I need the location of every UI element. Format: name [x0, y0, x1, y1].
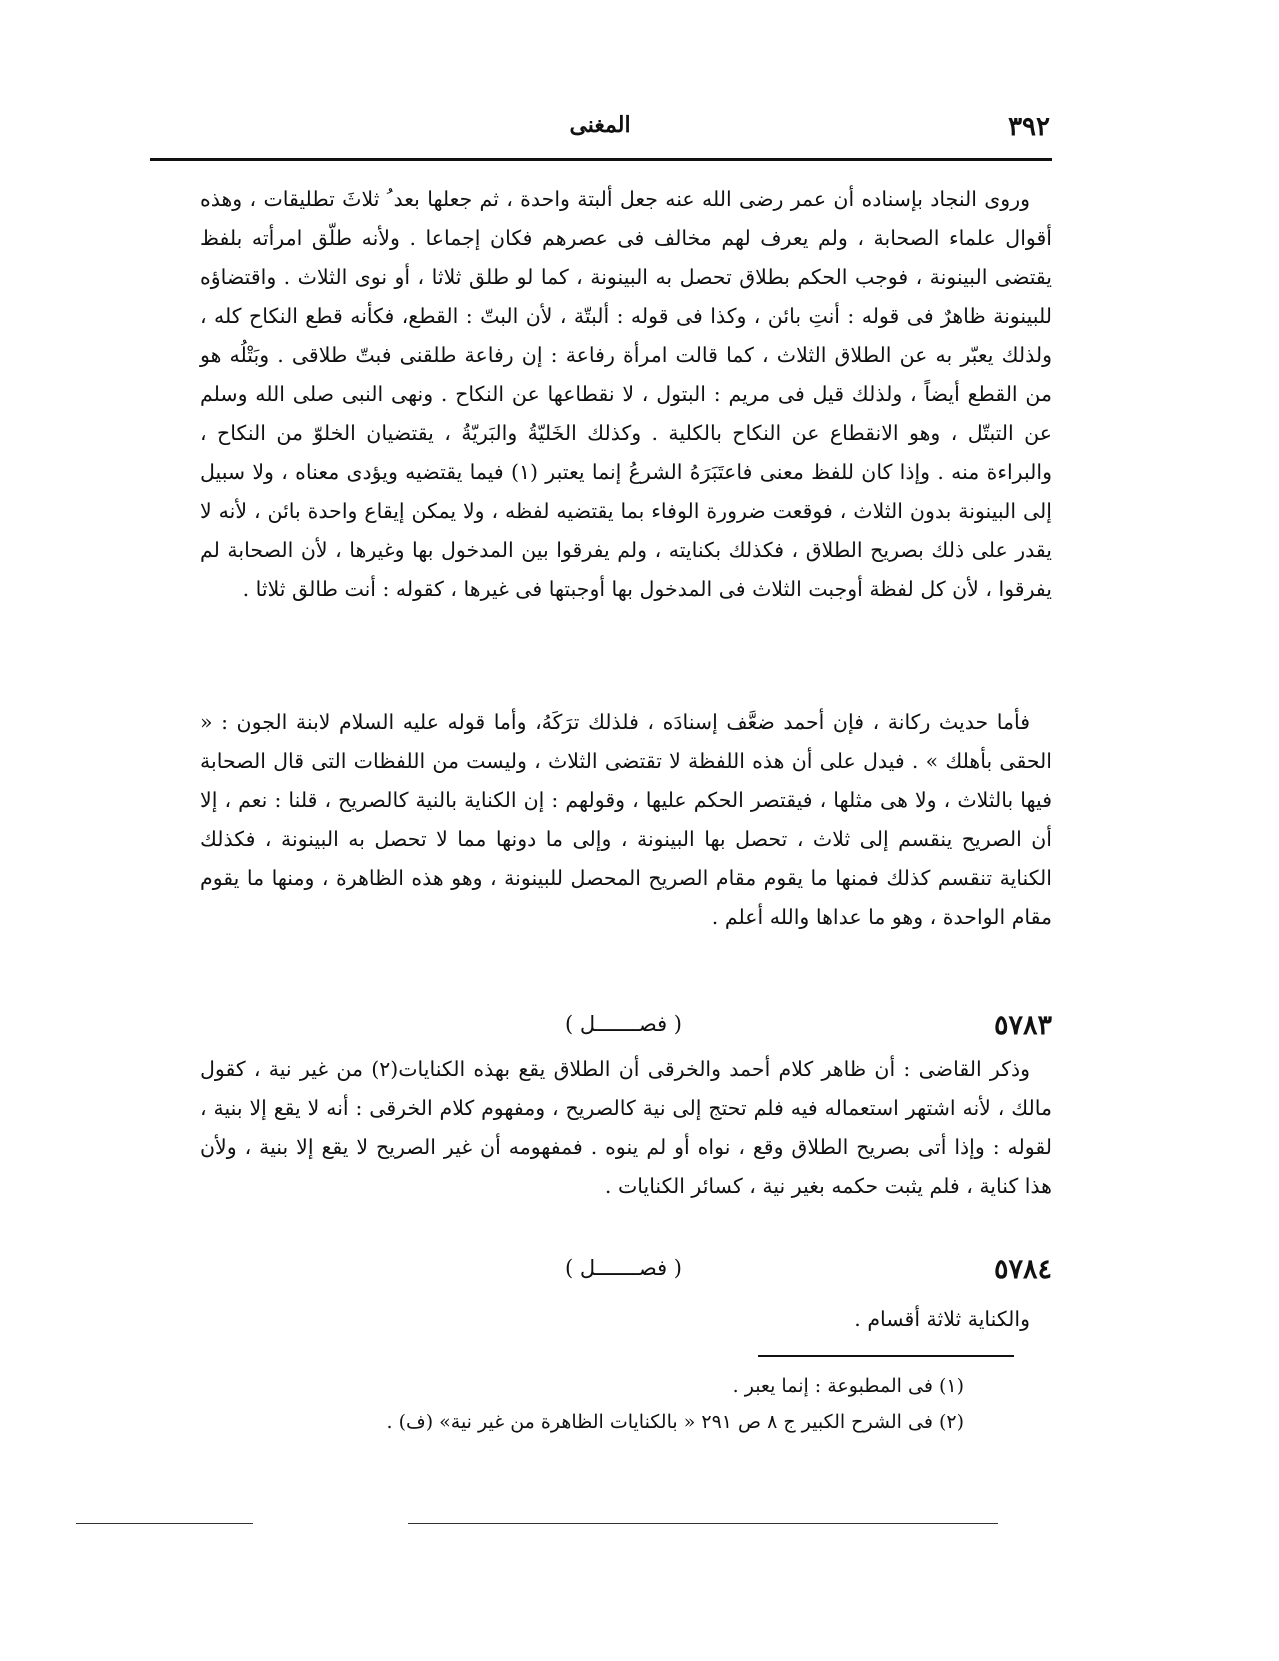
footnotes — [204, 1368, 964, 1440]
section-title: ( فصـــــــل ) — [565, 1012, 682, 1036]
page-header — [150, 112, 1050, 152]
paragraph-1: وروى النجاد بإسناده أن عمر رضى الله عنه جعل ألبتة واحدة ، ثم جعلها بعد ُ ثلاثَ تطليقات ، وهذه أقوال علماء الصحابة ، ولم يعرف لهم مخالف فى عصرهم فكان إجماعا . ولأنه طلّق امرأته بلفظ يقتضى البينونة ، فوجب الحكم بطلاق تحصل به البينونة ، كما لو طلق ثلاثا ، أو نوى الثلاث . واقتضاؤه للبينونة ظاهرٌ فى قوله : أنتِ بائن ، وكذا فى قوله : ألبتّة ، لأن البتّ : القطع، فكأنه قطع النكاح كله ، ولذلك يعبّر به عن الطلاق الثلاث ، كما قالت امرأة رفاعة : إن رفاعة طلقنى فبتّ طلاقى . وبَتْلُه هو من القطع أيضاً ، ولذلك قيل فى مريم : البتول ، لا نقطاعها عن النكاح . ونهى النبى صلى الله وسلم عن التبتّل ، وهو الانقطاع عن النكاح بالكلية . وكذلك الخَليّةُ والبَريّةُ ، يقتضيان الخلوّ من النكاح ، والبراءة منه . وإذا كان للفظ معنى فاعتَبَرَهُ الشرعُ إنما يعتبر (١) فيما يقتضيه ويؤدى معناه ، ولا سبيل إلى البينونة بدون الثلاث ، فوقعت ضرورة الوفاء بما يقتضيه لفظه ، ولا يمكن إيقاع واحدة بائن ، لأنه لا يقدر على ذلك بصريح الطلاق ، فكذلك بكنايته ، ولم يفرقوا بين المدخول بها وغيرها ، لأن الصحابة لم يفرقوا ، لأن كل لفظة أوجبت الثلاث فى المدخول بها أوجبتها فى غيرها ، كقوله : أنت طالق ثلاثا . — [200, 187, 1052, 601]
paragraph-3: وذكر القاضى : أن ظاهر كلام أحمد والخرقى أن الطلاق يقع بهذه الكنايات(٢) من غير نية ، كقول مالك ، لأنه اشتهر استعماله فيه فلم تحتج إلى نية كالصريح ، ومفهوم كلام الخرقى : أنه لا يقع إلا بنية ، لقوله : وإذا أتى بصريح الطلاق وقع ، نواه أو لم ينوه . فمفهومه أن غير الصريح لا يقع إلا بنية ، ولأن هذا كناية ، فلم يثبت حكمه بغير نية ، كسائر الكنايات . — [200, 1057, 1052, 1198]
section-heading-5784 — [200, 1254, 1052, 1298]
paragraph-4: والكناية ثلاثة أقسام . — [854, 1307, 1030, 1331]
footnote-2: (٢) فى الشرح الكبير ج ٨ ص ٢٩١ « بالكنايات الظاهرة من غير نية» (ف) . — [386, 1411, 964, 1433]
bottom-rule-left — [76, 1523, 253, 1524]
section-heading-5783 — [200, 1010, 1052, 1054]
paragraph-2: فأما حديث ركانة ، فإن أحمد ضعَّف إسنادَه ، فلذلك ترَكَهُ، وأما قوله عليه السلام لابنة الجون : « الحقى بأهلك » . فيدل على أن هذه اللفظة لا تقتضى الثلاث ، وليست من اللفظات التى قال الصحابة فيها بالثلاث ، ولا هى مثلها ، فيقتصر الحكم عليها ، وقولهم : إن الكناية بالنية كالصريح ، قلنا : نعم ، إلا أن الصريح ينقسم إلى ثلاث ، تحصل بها البينونة ، وإلى ما دونها مما لا تحصل به البينونة ، فكذلك الكناية تنقسم كذلك فمنها ما يقوم مقام الصريح المحصل للبينونة ، وهو هذه الظاهرة ، ومنها ما يقوم مقام الواحدة ، وهو ما عداها والله أعلم . — [200, 710, 1052, 929]
bottom-rule-right — [408, 1523, 998, 1524]
footnote-rule — [758, 1355, 1014, 1357]
section-number: ٥٧٨٤ — [993, 1254, 1052, 1285]
book-title: المغنى — [569, 112, 631, 138]
header-rule — [150, 158, 1052, 161]
page-number: ٣٩٢ — [1008, 112, 1050, 142]
footnote-1: (١) فى المطبوعة : إنما يعبر . — [732, 1375, 964, 1397]
section-number: ٥٧٨٣ — [993, 1010, 1052, 1041]
section-title: ( فصـــــــل ) — [565, 1256, 682, 1280]
